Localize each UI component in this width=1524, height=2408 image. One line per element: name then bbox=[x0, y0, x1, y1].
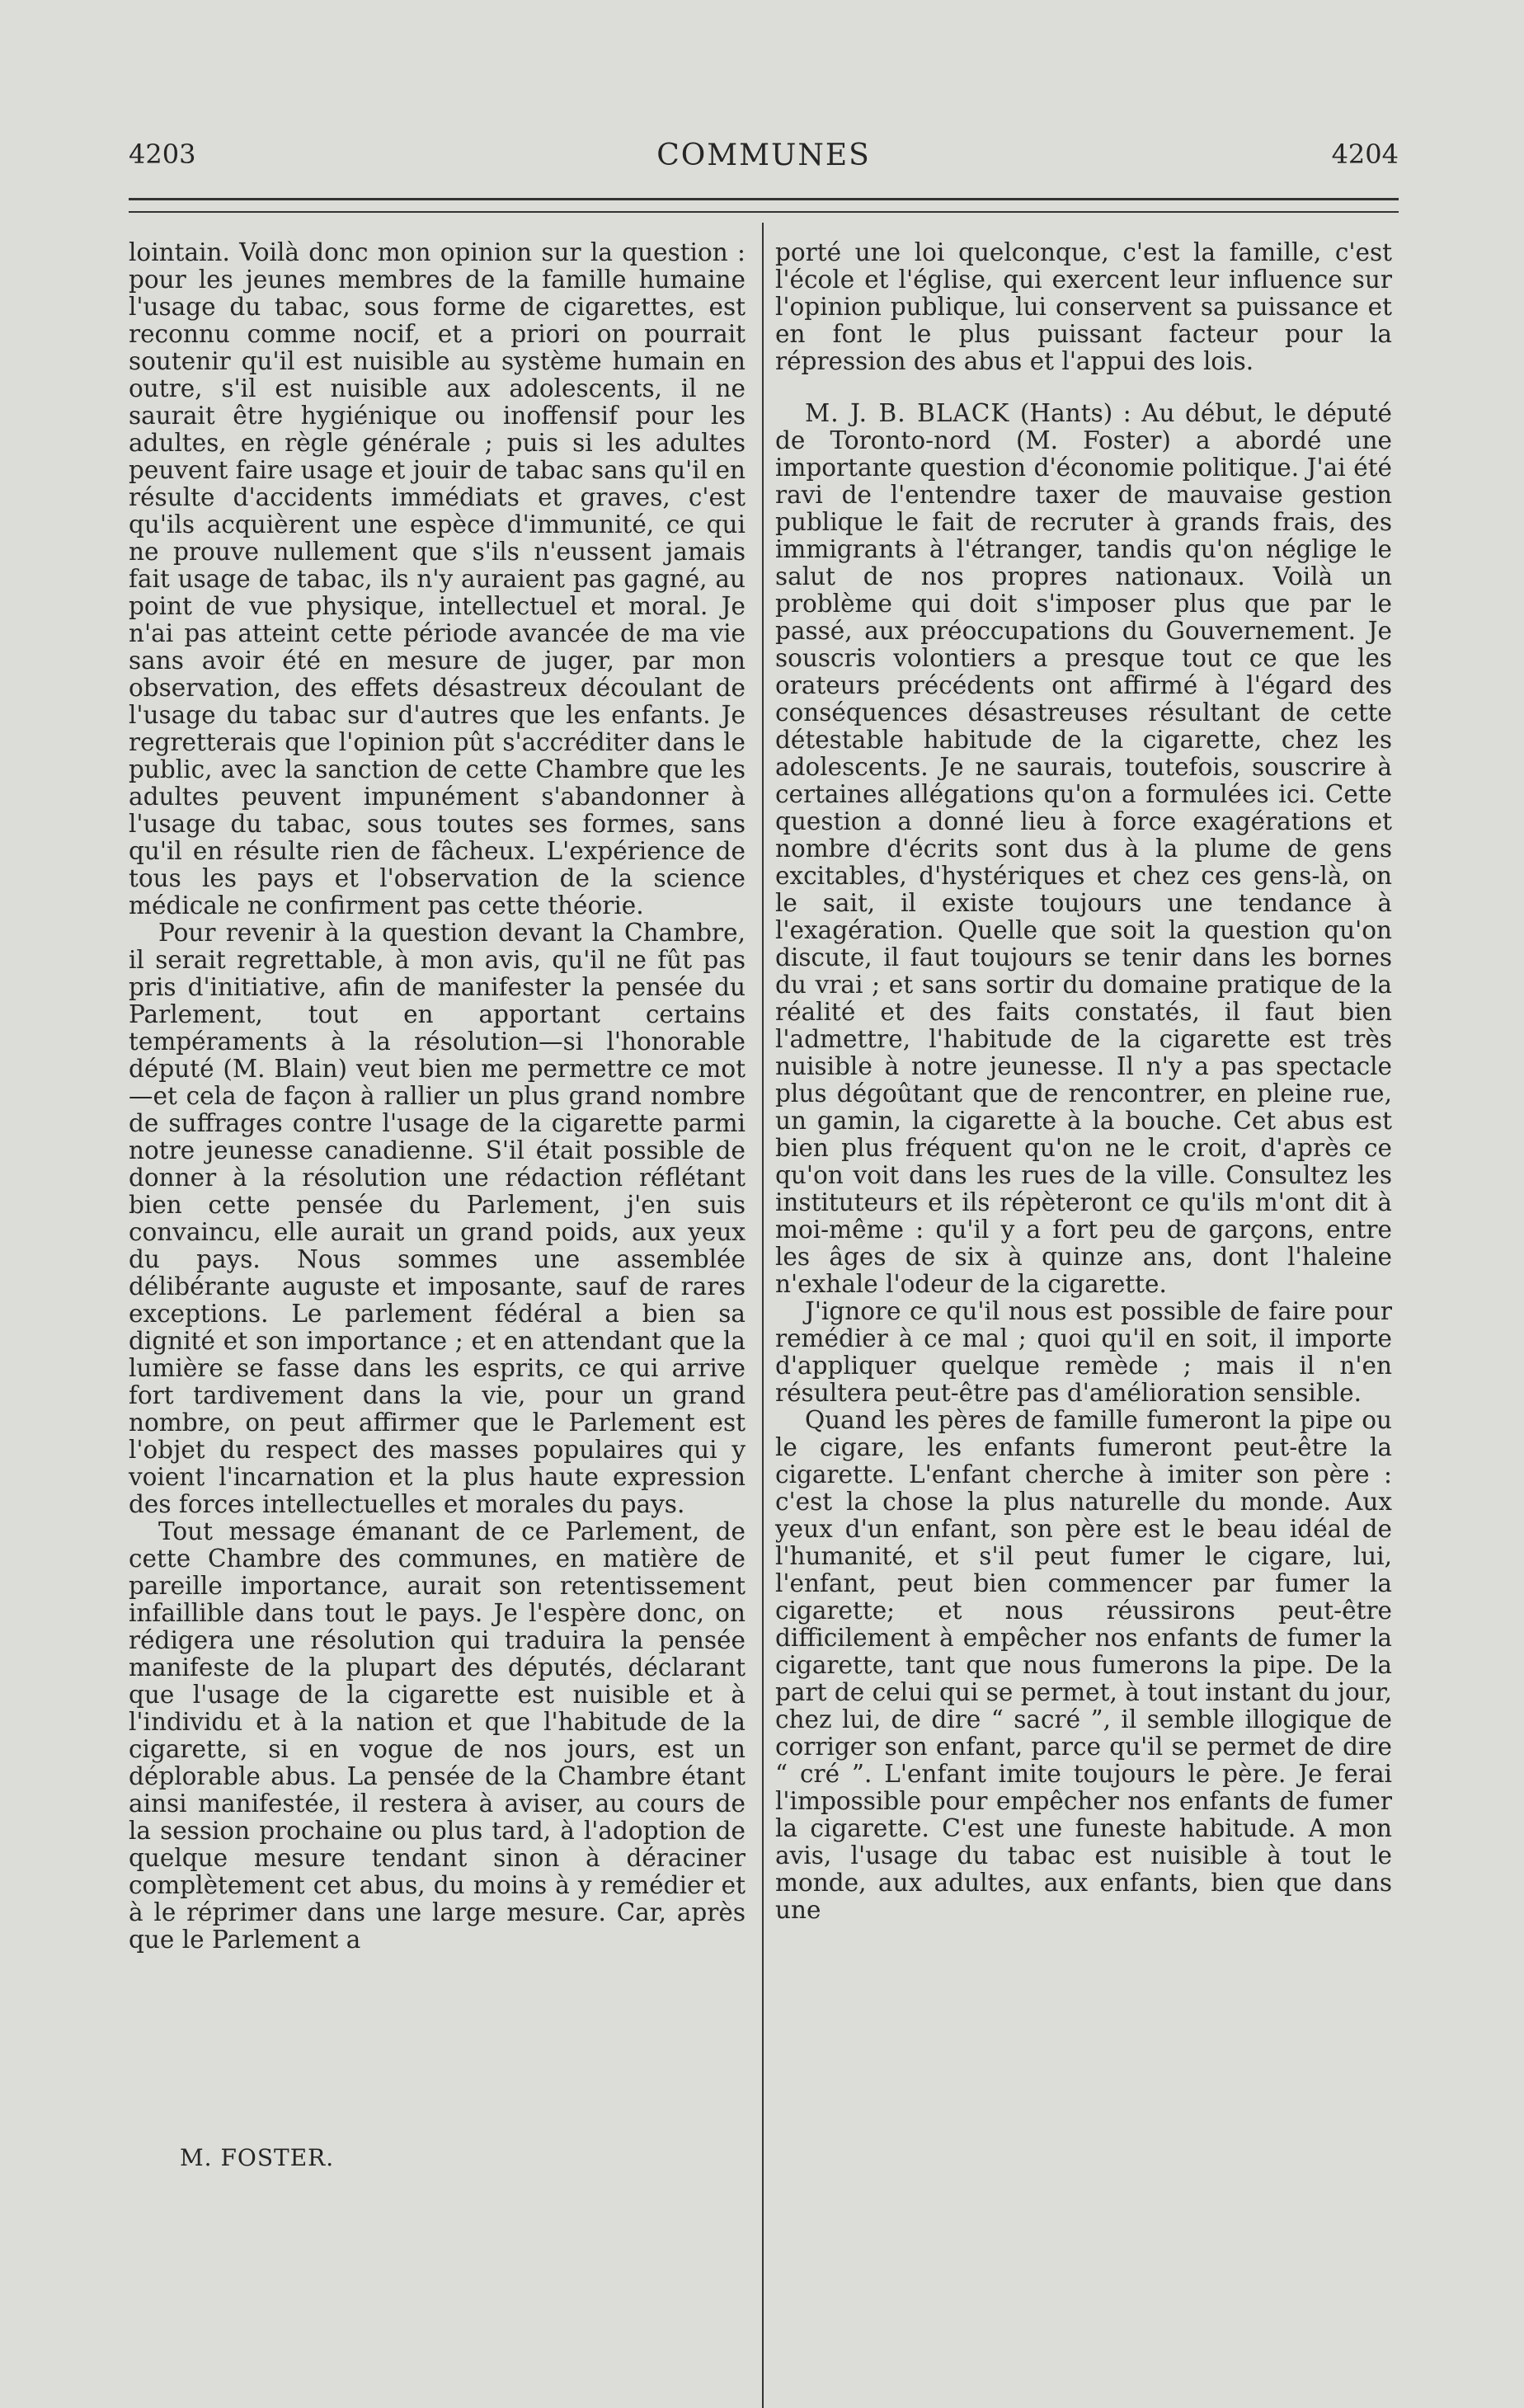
paragraph: J'ignore ce qu'il nous est possible de faire pour remédier à ce mal ; quoi qu'il en soit, il importe d'appliquer quelque remède ; mais il n'en résultera peut-être pas d'amélioration sensible. bbox=[775, 1297, 1392, 1407]
paragraph: Pour revenir à la question devant la Chambre, il serait regrettable, à mon avis, qu'il ne fût pas pris d'initiative, afin de manifester la pensée du Parlement, tout en apportant certains tempéraments à la résolution—si l'honorable député (M. Blain) veut bien me permettre ce mot—et cela de façon à rallier un plus grand nombre de suffrages contre l'usage de la cigarette parmi notre jeunesse canadienne. S'il était possible de donner à la résolution une rédaction réflétant bien cette pensée du Parlement, j'en suis convaincu, elle aurait un grand poids, aux yeux du pays. Nous sommes une assemblée délibérante auguste et imposante, sauf de rares exceptions. Le parlement fédéral a bien sa dignité et son importance ; et en attendant que la lumière se fasse dans les esprits, ce qui arrive fort tardivement dans la vie, pour un grand nombre, on peut affirmer que le Parlement est l'objet du respect des masses populaires qui y voient l'incarnation et la plus haute expression des forces intellectuelles et morales du pays. bbox=[129, 919, 746, 1518]
page-number-right: 4204 bbox=[1331, 139, 1399, 170]
paragraph: porté une loi quelconque, c'est la famille, c'est l'école et l'église, qui exercent leur influence sur l'opinion publique, lui conservent sa puissance et en font le plus puissant facteur pour la répression des abus et l'appui des lois. bbox=[775, 238, 1392, 375]
speech-text: (Hants) : Au début, le député de Toronto-nord (M. Foster) a abordé une importante question d'économie politique. J'ai été ravi de l'entendre taxer de mauvaise gestion publique le fait de recruter à grands frais, des immigrants à l'étranger, tandis qu'on néglige le salut de nos propres nationaux. Voilà un problème qui doit s'imposer plus que par le passé, aux préoccupations du Gouvernement. Je souscris volontiers a presque tout ce que les orateurs précédents ont affirmé à l'égard des conséquences désastreuses résultant de cette détestable habitude de la cigarette, chez les adolescents. Je ne saurais, toutefois, souscrire à certaines allégations qu'on a formulées ici. Cette question a donné lieu à force exagérations et nombre d'écrits sont dus à la plume de gens excitables, d'hystériques et chez ces gens-là, on le sait, il existe toujours une tendance à l'exagération. Quelle que soit la question qu'on discute, il faut toujours se tenir dans les bornes du vrai ; et sans sortir du domaine pratique de la réalité et des faits constatés, il faut bien l'admettre, l'habitude de la cigarette est très nuisible à notre jeunesse. Il n'y a pas spectacle plus dégoûtant que de rencontrer, en pleine rue, un gamin, la cigarette à la bouche. Cet abus est bien plus fréquent qu'on ne le croit, d'après ce qu'on voit dans les rues de la ville. Consultez les instituteurs et ils répèteront ce qu'ils m'ont dit à moi-même : qu'il y a fort peu de garçons, entre les âges de six à quinze ans, dont l'haleine n'exhale l'odeur de la cigarette. bbox=[775, 399, 1393, 1298]
column-divider bbox=[762, 223, 764, 2408]
left-column bbox=[129, 239, 746, 1954]
right-column bbox=[775, 239, 1392, 1924]
page-number-left: 4203 bbox=[129, 139, 196, 170]
header-rule-thick bbox=[129, 198, 1399, 200]
footer-speaker-label: M. FOSTER. bbox=[180, 2144, 335, 2171]
header-rule-thin bbox=[129, 211, 1399, 213]
paragraph: Quand les pères de famille fumeront la pipe ou le cigare, les enfants fumeront peut-être la cigarette. L'enfant cherche à imiter son père : c'est la chose la plus naturelle du monde. Aux yeux d'un enfant, son père est le beau idéal de l'humanité, et s'il peut fumer le cigare, lui, l'enfant, peut bien commencer par fumer la cigarette; et nous réussirons peut-être difficilement à empêcher nos enfants de fumer la cigarette, tant que nous fumerons la pipe. De la part de celui qui se permet, à tout instant du jour, chez lui, de dire “ sacré ”, il semble illogique de corriger son enfant, parce qu'il se permet de dire “ cré ”. L'enfant imite toujours le père. Je ferai l'impossible pour empêcher nos enfants de fumer la cigarette. C'est une funeste habitude. A mon avis, l'usage du tabac est nuisible à tout le monde, aux adultes, aux enfants, bien que dans une bbox=[775, 1406, 1392, 1924]
paragraph: Tout message émanant de ce Parlement, de cette Chambre des communes, en matière de pareille importance, aurait son retentissement infaillible dans tout le pays. Je l'espère donc, on rédigera une résolution qui traduira la pensée manifeste de la plupart des députés, déclarant que l'usage de la cigarette est nuisible et à l'individu et à la nation et que l'habitude de la cigarette, si en vogue de nos jours, est un déplorable abus. La pensée de la Chambre étant ainsi manifestée, il restera à aviser, au cours de la session prochaine ou plus tard, à l'adoption de quelque mesure tendant sinon à déraciner complètement cet abus, du moins à y remédier et à le réprimer dans une large mesure. Car, après que le Parlement a bbox=[129, 1517, 746, 1954]
speech-paragraph bbox=[775, 400, 1392, 1298]
paragraph: lointain. Voilà donc mon opinion sur la question : pour les jeunes membres de la famille humaine l'usage du tabac, sous forme de cigarettes, est reconnu comme nocif, et a priori on pourrait soutenir qu'il est nuisible au système humain en outre, s'il est nuisible aux adolescents, il ne saurait être hygiénique ou inoffensif pour les adultes, en règle générale ; puis si les adultes peuvent faire usage et jouir de tabac sans qu'il en résulte d'accidents immédiats et graves, c'est qu'ils acquièrent une espèce d'immunité, ce qui ne prouve nullement que s'ils n'eussent jamais fait usage de tabac, ils n'y auraient pas gagné, au point de vue physique, intellectuel et moral. Je n'ai pas atteint cette période avancée de ma vie sans avoir été en mesure de juger, par mon observation, des effets désastreux découlant de l'usage du tabac sur d'autres que les enfants. Je regretterais que l'opinion pût s'accréditer dans le public, avec la sanction de cette Chambre que les adultes peuvent impunément s'abandonner à l'usage du tabac, sous toutes ses formes, sans qu'il en résulte rien de fâcheux. L'expérience de tous les pays et l'observation de la science médicale ne confirment pas cette théorie. bbox=[129, 238, 746, 919]
speaker-name: M. J. B. BLACK bbox=[805, 399, 1010, 427]
page-title: COMMUNES bbox=[656, 139, 871, 172]
page-header bbox=[129, 139, 1399, 180]
